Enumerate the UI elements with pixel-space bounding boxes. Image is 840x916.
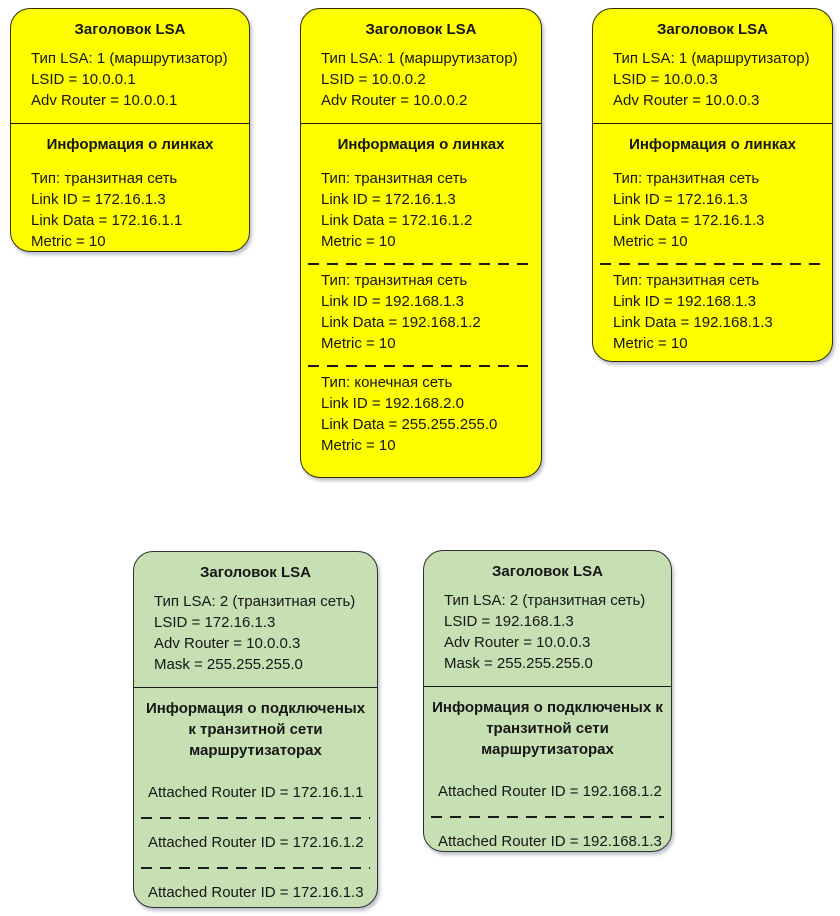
lsa-header-title: Заголовок LSA <box>74 21 186 38</box>
lsid-field: LSID = 10.0.0.2 <box>321 71 426 88</box>
lsa-header-fields <box>301 46 541 123</box>
lsid-field: LSID = 10.0.0.3 <box>613 71 718 88</box>
attached-router-id-field: Attached Router ID = 172.16.1.3 <box>148 884 364 901</box>
link-segment <box>593 265 832 362</box>
adv-router-field: Adv Router = 10.0.0.2 <box>321 92 468 109</box>
links-section-title: Информация о линках <box>46 136 214 153</box>
adv-router-field: Adv Router = 10.0.0.3 <box>444 634 591 651</box>
metric-field: Metric = 10 <box>321 335 396 352</box>
link-type-field: Тип: транзитная сеть <box>321 272 468 289</box>
link-id-field: Link ID = 172.16.1.3 <box>31 191 166 208</box>
attached-router-segment <box>424 768 671 816</box>
lsa-header-title: Заголовок LSA <box>492 563 603 580</box>
link-type-field: Тип: транзитная сеть <box>321 170 468 187</box>
network-lsa-box-2 <box>423 550 672 852</box>
attached-routers-section-title: Информация о подключеных к транзитной сети маршрутизаторах <box>432 699 663 758</box>
lsa-header-title: Заголовок LSA <box>200 564 311 581</box>
link-segment <box>593 163 832 263</box>
attached-router-segment <box>134 819 377 867</box>
lsa-type-field: Тип LSA: 1 (маршрутизатор) <box>31 50 228 67</box>
router-lsa-box-3 <box>592 8 833 362</box>
network-lsa-box-1 <box>133 551 378 908</box>
link-type-field: Тип: транзитная сеть <box>613 170 760 187</box>
lsa-header-fields <box>11 46 249 123</box>
lsa-header-fields <box>424 588 671 686</box>
router-lsa-box-2 <box>300 8 542 478</box>
adv-router-field: Adv Router = 10.0.0.1 <box>31 92 178 109</box>
link-data-field: Link Data = 172.16.1.1 <box>31 212 183 229</box>
adv-router-field: Adv Router = 10.0.0.3 <box>613 92 760 109</box>
link-id-field: Link ID = 192.168.1.3 <box>321 293 465 310</box>
router-lsa-box-1 <box>10 8 250 252</box>
attached-router-id-field: Attached Router ID = 172.16.1.2 <box>148 834 364 851</box>
metric-field: Metric = 10 <box>613 233 688 250</box>
link-type-field: Тип: транзитная сеть <box>613 272 760 289</box>
link-segment <box>301 163 541 263</box>
attached-router-id-field: Attached Router ID = 192.168.1.2 <box>438 783 662 800</box>
link-id-field: Link ID = 192.168.2.0 <box>321 395 465 412</box>
metric-field: Metric = 10 <box>613 335 688 352</box>
metric-field: Metric = 10 <box>321 233 396 250</box>
lsa-type-field: Тип LSA: 1 (маршрутизатор) <box>321 50 518 67</box>
link-id-field: Link ID = 192.168.1.3 <box>613 293 757 310</box>
attached-router-segment <box>134 769 377 817</box>
link-data-field: Link Data = 192.168.1.3 <box>613 314 773 331</box>
attached-router-segment <box>424 818 671 852</box>
lsa-type-field: Тип LSA: 2 (транзитная сеть) <box>154 593 356 610</box>
lsa-header-title: Заголовок LSA <box>365 21 477 38</box>
metric-field: Metric = 10 <box>321 437 396 454</box>
metric-field: Metric = 10 <box>31 233 106 250</box>
link-type-field: Тип: конечная сеть <box>321 374 453 391</box>
lsa-header-fields <box>134 589 377 687</box>
lsa-type-field: Тип LSA: 1 (маршрутизатор) <box>613 50 810 67</box>
link-segment <box>301 367 541 467</box>
lsa-header-title: Заголовок LSA <box>657 21 768 38</box>
lsid-field: LSID = 172.16.1.3 <box>154 614 276 631</box>
lsid-field: LSID = 10.0.0.1 <box>31 71 136 88</box>
link-data-field: Link Data = 255.255.255.0 <box>321 416 498 433</box>
lsa-type-field: Тип LSA: 2 (транзитная сеть) <box>444 592 646 609</box>
link-data-field: Link Data = 172.16.1.2 <box>321 212 473 229</box>
attached-router-segment <box>134 869 377 908</box>
adv-router-field: Adv Router = 10.0.0.3 <box>154 635 301 652</box>
link-data-field: Link Data = 192.168.1.2 <box>321 314 481 331</box>
attached-routers-section-title: Информация о подключеных к транзитной сети маршрутизаторах <box>145 700 366 759</box>
link-id-field: Link ID = 172.16.1.3 <box>613 191 748 208</box>
link-data-field: Link Data = 172.16.1.3 <box>613 212 765 229</box>
link-id-field: Link ID = 172.16.1.3 <box>321 191 456 208</box>
mask-field: Mask = 255.255.255.0 <box>154 656 303 673</box>
links-section-title: Информация о линках <box>337 136 505 153</box>
link-type-field: Тип: транзитная сеть <box>31 170 178 187</box>
mask-field: Mask = 255.255.255.0 <box>444 655 593 672</box>
link-segment <box>301 265 541 365</box>
lsid-field: LSID = 192.168.1.3 <box>444 613 574 630</box>
attached-router-id-field: Attached Router ID = 172.16.1.1 <box>148 784 364 801</box>
links-section-title: Информация о линках <box>629 136 796 153</box>
attached-router-id-field: Attached Router ID = 192.168.1.3 <box>438 833 662 850</box>
link-segment <box>11 163 249 252</box>
lsa-header-fields <box>593 46 832 123</box>
